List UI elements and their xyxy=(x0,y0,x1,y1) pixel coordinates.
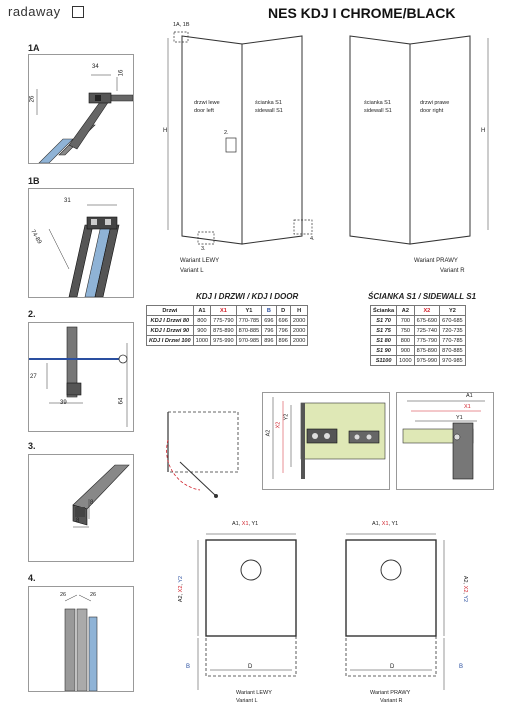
height-right: H xyxy=(481,128,486,134)
dim-1b-top: 31 xyxy=(64,198,71,204)
detail-1a-label: 1A xyxy=(28,43,40,53)
table-cell: 896 xyxy=(262,336,276,346)
dim-3-a: 8 xyxy=(90,500,94,506)
table-cell: KDJ I Drzwi 90 xyxy=(147,326,194,336)
plan-right-x2: X2 xyxy=(462,585,469,593)
door-table-header xyxy=(147,306,308,316)
variant-right-label: Wariant PRAWY xyxy=(414,258,458,264)
door-table-title: KDJ I DRZWI / KDJ I DOOR xyxy=(196,292,299,301)
detail-3-drawing xyxy=(29,455,133,561)
table-cell: 2000 xyxy=(290,326,307,336)
mid-a2: A2 xyxy=(265,429,272,437)
plan-left-sep: , xyxy=(248,521,252,527)
table-cell: 775-790 xyxy=(211,316,237,326)
plan-right-a2: A2, xyxy=(462,575,469,586)
table-row xyxy=(371,326,466,336)
door-swing-diagram xyxy=(160,400,250,510)
brand-square-icon xyxy=(72,6,84,18)
table-cell: 1000 xyxy=(193,336,210,346)
table-cell: S1 80 xyxy=(371,336,397,346)
table-cell: 870-885 xyxy=(440,346,466,356)
detail-3 xyxy=(28,454,134,562)
product-title: NES KDJ I CHROME/BLACK xyxy=(268,5,456,21)
table-cell: 900 xyxy=(193,326,210,336)
callout-2: 2. xyxy=(224,130,229,136)
wall-col-y2: Y2 xyxy=(440,306,466,316)
dim-1b-diag: 74-89 xyxy=(29,228,43,246)
plan-left-a1: A1, xyxy=(232,521,242,527)
table-cell: 750 xyxy=(397,326,414,336)
detail-4 xyxy=(28,586,134,692)
plan-right-sep: , xyxy=(388,521,392,527)
plan-right-b: B xyxy=(459,664,464,670)
table-cell: S1100 xyxy=(371,356,397,366)
plan-right-y1: Y1 xyxy=(391,521,399,527)
mid-x2: X2 xyxy=(275,421,282,429)
table-row xyxy=(147,316,308,326)
table-cell: 675-690 xyxy=(414,316,440,326)
door-left-label: drzwi lewe xyxy=(194,100,220,106)
table-cell: 970-985 xyxy=(440,356,466,366)
plan-right-variant: Wariant PRAWY xyxy=(370,690,411,696)
mid-x1: X1 xyxy=(464,404,471,410)
mid-a1: A1 xyxy=(466,393,473,399)
dim-4-a: 26 xyxy=(60,592,67,598)
plan-left-side-dims xyxy=(178,576,184,602)
table-cell: 775-790 xyxy=(414,336,440,346)
door-col-a1: A1 xyxy=(193,306,210,316)
table-cell: 875-890 xyxy=(211,326,237,336)
plan-left-a2: A2, xyxy=(178,592,185,603)
detail-3-label: 3. xyxy=(28,441,36,451)
table-cell: 2000 xyxy=(290,336,307,346)
table-cell: 770-785 xyxy=(440,336,466,346)
detail-2 xyxy=(28,322,134,432)
table-cell: 800 xyxy=(397,336,414,346)
table-cell: 670-685 xyxy=(440,316,466,326)
plan-right-x1: X1 xyxy=(381,521,389,527)
table-cell: 970-985 xyxy=(236,336,262,346)
wall-table xyxy=(370,305,466,366)
variant-left-label: Wariant LEWY xyxy=(180,258,220,264)
door-col-x1: X1 xyxy=(211,306,237,316)
plan-right-a1: A1, xyxy=(372,521,382,527)
table-cell: 870-885 xyxy=(236,326,262,336)
door-col-y1: Y1 xyxy=(236,306,262,316)
plan-right-side-dims xyxy=(462,576,468,602)
table-cell: S1 90 xyxy=(371,346,397,356)
detail-door-profile xyxy=(396,392,494,490)
plan-right-top-dims xyxy=(372,521,398,527)
table-cell: 696 xyxy=(262,316,276,326)
table-cell: 700 xyxy=(397,316,414,326)
brand-logo: radaway xyxy=(8,4,61,19)
sidewall-right-label: ścianka S1 xyxy=(364,100,391,106)
detail-4-label: 4. xyxy=(28,573,36,583)
dim-1a-side: 16 xyxy=(118,69,125,77)
table-row xyxy=(371,336,466,346)
plan-right-sep-2: , xyxy=(462,592,469,596)
table-cell: 896 xyxy=(276,336,290,346)
callout-1a-1b: 1A, 1B xyxy=(173,22,190,28)
table-cell: 796 xyxy=(276,326,290,336)
variant-left-label-en: Variant L xyxy=(180,268,204,274)
table-cell: KDJ I Drzwi 80 xyxy=(147,316,194,326)
detail-1b xyxy=(28,188,134,298)
detail-2-label: 2. xyxy=(28,309,36,319)
table-cell: 2000 xyxy=(290,316,307,326)
table-row xyxy=(371,356,466,366)
table-cell: 800 xyxy=(193,316,210,326)
plan-right-d: D xyxy=(390,664,395,670)
sidewall-right-label-en: sidewall S1 xyxy=(364,108,392,114)
plan-left-x2: X2 xyxy=(178,585,185,593)
variant-right-label-en: Variant R xyxy=(440,268,465,274)
sidewall-left-label-en: sidewall S1 xyxy=(255,108,283,114)
door-col-h: H xyxy=(290,306,307,316)
detail-1b-drawing xyxy=(29,189,133,297)
door-col-drzwi: Drzwi xyxy=(147,306,194,316)
table-row xyxy=(147,326,308,336)
plan-left-variant: Wariant LEWY xyxy=(236,690,272,696)
table-cell: 696 xyxy=(276,316,290,326)
door-col-d: D xyxy=(276,306,290,316)
plan-left-variant-en: Variant L xyxy=(236,698,258,704)
plan-left-b: B xyxy=(186,664,191,670)
door-left-label-en: door left xyxy=(194,108,214,114)
plan-right-drawing xyxy=(336,530,469,700)
door-table xyxy=(146,305,308,346)
table-cell: 900 xyxy=(397,346,414,356)
table-row xyxy=(371,346,466,356)
door-right-label: drzwi prawe xyxy=(420,100,450,106)
wall-col-x2: X2 xyxy=(414,306,440,316)
height-left: H xyxy=(163,128,168,134)
dim-1a-top: 34 xyxy=(92,64,99,70)
table-cell: 975-990 xyxy=(211,336,237,346)
table-cell: 875-890 xyxy=(414,346,440,356)
plan-left-x1: X1 xyxy=(241,521,249,527)
table-cell: 725-740 xyxy=(414,326,440,336)
mid-y2: Y2 xyxy=(283,413,290,421)
dim-2-w: 39 xyxy=(60,400,67,406)
table-cell: 720-735 xyxy=(440,326,466,336)
mid-y1: Y1 xyxy=(456,415,463,421)
door-profile-drawing xyxy=(397,393,493,489)
table-cell: KDJ I Drzwi 100 xyxy=(147,336,194,346)
wall-table-title: ŚCIANKA S1 / SIDEWALL S1 xyxy=(368,292,477,301)
plan-left-drawing xyxy=(176,530,306,700)
detail-4-drawing xyxy=(29,587,133,691)
plan-left-y2: Y2 xyxy=(178,575,185,583)
wall-col-scianka: Ścianka xyxy=(371,306,397,316)
door-col-b: B xyxy=(262,306,276,316)
table-cell: 1000 xyxy=(397,356,414,366)
table-cell: S1 75 xyxy=(371,326,397,336)
detail-wall-profile xyxy=(262,392,390,490)
table-cell: 770-785 xyxy=(236,316,262,326)
elevation-drawing xyxy=(160,24,510,254)
wall-col-a2: A2 xyxy=(397,306,414,316)
wall-table-header xyxy=(371,306,466,316)
sidewall-left-label: ścianka S1 xyxy=(255,100,282,106)
table-cell: 975-990 xyxy=(414,356,440,366)
dim-2-h: 27 xyxy=(30,374,37,380)
dim-3-b: 8 xyxy=(76,518,80,524)
callout-4: 4. xyxy=(310,236,315,242)
dim-1a-left: 26 xyxy=(29,95,36,103)
plan-left-y1: Y1 xyxy=(251,521,259,527)
plan-right-variant-en: Variant R xyxy=(380,698,403,704)
plan-left-d: D xyxy=(248,664,253,670)
door-right-label-en: door right xyxy=(420,108,444,114)
detail-1b-label: 1B xyxy=(28,176,40,186)
table-cell: S1 70 xyxy=(371,316,397,326)
plan-right-y2: Y2 xyxy=(462,595,469,603)
dim-2-v: 64 xyxy=(118,397,125,405)
table-row xyxy=(147,336,308,346)
table-row xyxy=(371,316,466,326)
detail-2-drawing xyxy=(29,323,133,431)
callout-3: 3. xyxy=(201,246,206,252)
plan-left-sep-2: , xyxy=(178,582,185,586)
plan-left-top-dims xyxy=(232,521,258,527)
table-cell: 796 xyxy=(262,326,276,336)
dim-4-b: 26 xyxy=(90,592,97,598)
wall-profile-drawing xyxy=(263,393,389,489)
